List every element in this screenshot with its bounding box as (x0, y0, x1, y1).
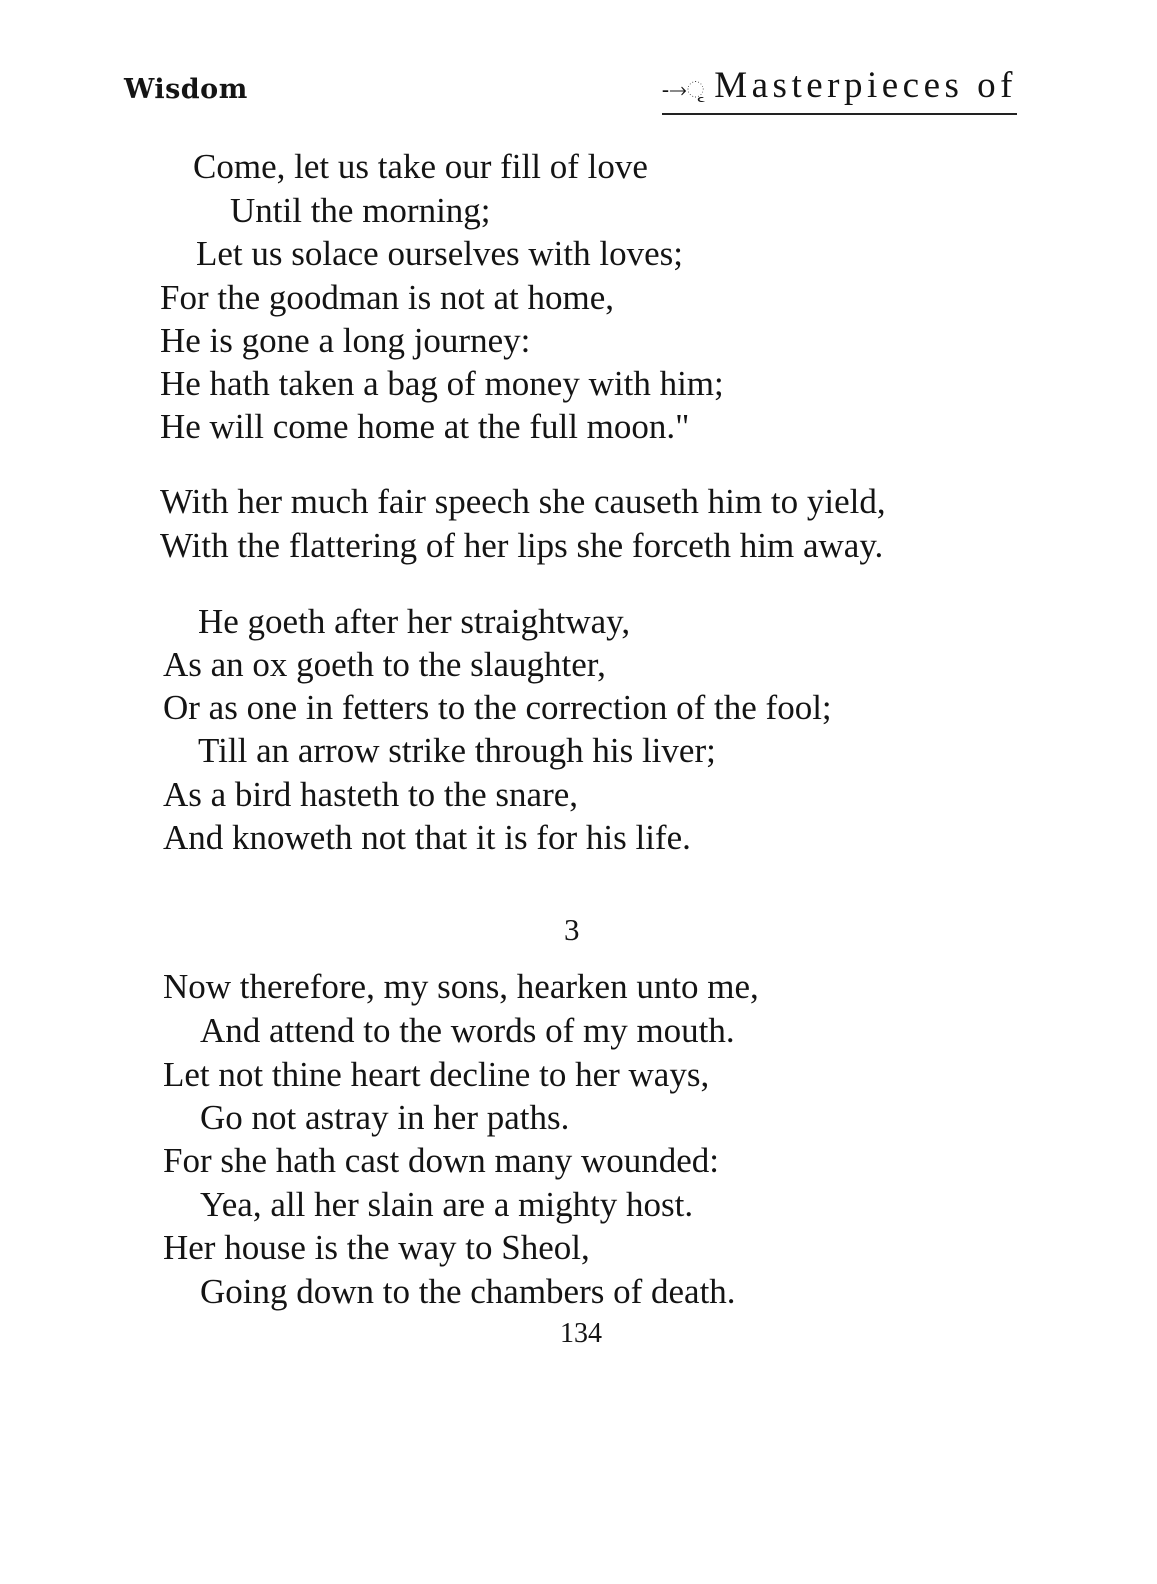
running-header-right (662, 64, 1017, 115)
verse-line: Let us solace ourselves with loves; (196, 234, 683, 273)
verse-line: Or as one in fetters to the correction of the fool; (163, 688, 832, 727)
verse-line: He hath taken a bag of money with him; (160, 364, 724, 403)
verse-line: With the flattering of her lips she forceth him away. (160, 526, 884, 565)
running-header-title: Masterpieces of (714, 65, 1017, 106)
verse-line: He is gone a long journey: (160, 321, 531, 360)
verse-line: Until the morning; (230, 191, 491, 230)
verse-line: Going down to the chambers of death. (200, 1272, 736, 1311)
verse-line: Yea, all her slain are a mighty host. (200, 1185, 694, 1224)
verse-line: With her much fair speech she causeth him to yield, (160, 482, 886, 521)
verse-line: Now therefore, my sons, hearken unto me, (163, 967, 759, 1006)
verse-line: As a bird hasteth to the snare, (163, 775, 579, 814)
verse-line: For she hath cast down many wounded: (163, 1141, 720, 1180)
verse-line: For the goodman is not at home, (160, 278, 614, 317)
page-number: 134 (560, 1318, 602, 1349)
arrow-ornament-icon: -→ૃ (661, 78, 705, 103)
running-header-left: Wisdom (124, 74, 248, 105)
section-number: 3 (564, 912, 580, 947)
verse-line: He will come home at the full moon." (160, 407, 690, 446)
verse-line: As an ox goeth to the slaughter, (163, 645, 606, 684)
verse-line: Let not thine heart decline to her ways, (163, 1055, 710, 1094)
verse-line: Go not astray in her paths. (200, 1098, 570, 1137)
verse-line: Her house is the way to Sheol, (163, 1228, 590, 1267)
verse-line: Till an arrow strike through his liver; (198, 731, 716, 770)
verse-line: And attend to the words of my mouth. (200, 1011, 735, 1050)
verse-line: Come, let us take our fill of love (193, 147, 648, 186)
verse-line: He goeth after her straightway, (198, 602, 631, 641)
verse-line: And knoweth not that it is for his life. (163, 818, 691, 857)
